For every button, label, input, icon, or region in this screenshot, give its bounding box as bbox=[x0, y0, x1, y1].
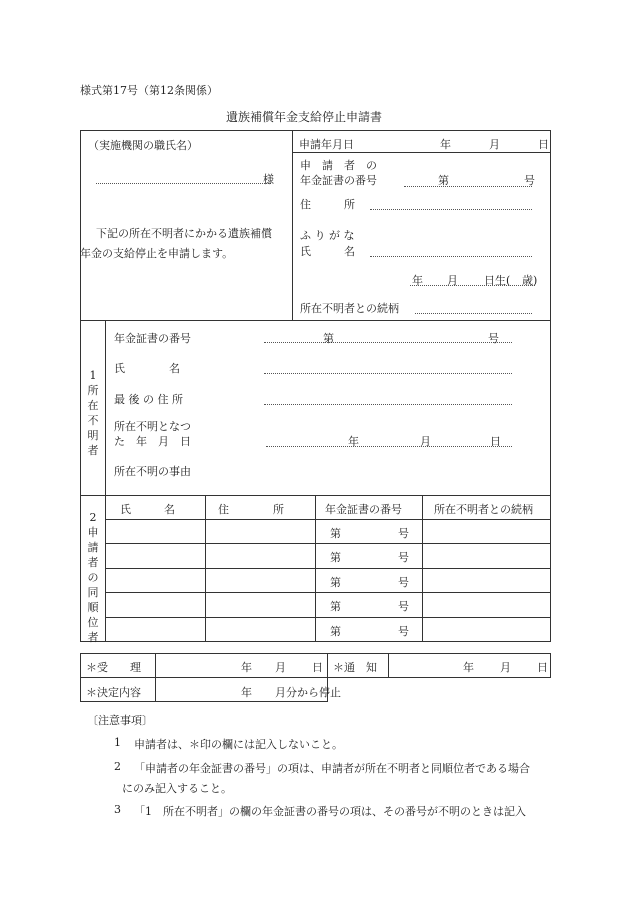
s1-cert-label: 年金証書の番号 bbox=[114, 332, 191, 345]
note-text: 「1 所在不明者」の欄の年金証書の番号の項は、その番号が不明のときは記入 bbox=[134, 805, 526, 818]
s1-cert-dai: 第 bbox=[323, 332, 334, 345]
notice-month: 月 bbox=[500, 661, 511, 674]
s1-missing-date-label-1: 所在不明となつ bbox=[114, 420, 191, 433]
form-number: 様式第17号（第12条関係） bbox=[80, 84, 218, 97]
applicant-no-go: 号 bbox=[524, 174, 535, 187]
address-field[interactable] bbox=[370, 209, 532, 210]
s2-col-name: 氏 名 bbox=[120, 503, 175, 516]
s1-missing-day: 日 bbox=[490, 435, 501, 448]
applicant-no-dai: 第 bbox=[438, 174, 449, 187]
decision-month: 月分から停止 bbox=[275, 686, 341, 699]
notes-heading: 〔注意事項〕 bbox=[87, 714, 153, 727]
s1-last-address-field[interactable] bbox=[264, 404, 512, 405]
s2-row-dai: 第 bbox=[330, 527, 341, 540]
notice-day: 日 bbox=[537, 661, 548, 674]
s2-row-dai: 第 bbox=[330, 576, 341, 589]
s1-reason-label: 所在不明の事由 bbox=[114, 465, 191, 478]
s2-row-go: 号 bbox=[398, 527, 409, 540]
receipt-label: ＊受 理 bbox=[86, 661, 141, 674]
section-1-heading: 1所在不明者 bbox=[87, 369, 99, 457]
birth-year: 年 bbox=[412, 274, 423, 287]
note-num: 1 bbox=[114, 736, 121, 749]
note-num: 2 bbox=[114, 760, 121, 773]
age: 歳) bbox=[522, 274, 538, 287]
receipt-month: 月 bbox=[275, 661, 286, 674]
s2-row-go: 号 bbox=[398, 551, 409, 564]
institution-label: （実施機関の職氏名） bbox=[88, 139, 198, 152]
s1-last-address-label: 最 後 の 住 所 bbox=[114, 393, 183, 406]
request-text-1: 下記の所在不明者にかかる遺族補償 bbox=[96, 227, 272, 240]
birth-day: 日生( bbox=[484, 274, 511, 287]
note-text: 申請者は、＊印の欄には記入しないこと。 bbox=[134, 738, 343, 751]
s2-row-go: 号 bbox=[398, 625, 409, 638]
s1-name-field[interactable] bbox=[264, 373, 512, 374]
relation-field[interactable] bbox=[415, 313, 532, 314]
receipt-day: 日 bbox=[312, 661, 323, 674]
decision-label: ＊決定内容 bbox=[86, 686, 141, 699]
date-year: 年 bbox=[440, 138, 451, 151]
note-text: 「申請者の年金証書の番号」の項は、申請者が所在不明者と同順位者である場合 bbox=[134, 762, 530, 775]
s1-missing-date-label-2: た 年 月 日 bbox=[114, 435, 191, 448]
name-label: 氏 名 bbox=[300, 245, 355, 258]
notice-label: ＊通 知 bbox=[333, 661, 377, 674]
s1-missing-month: 月 bbox=[420, 435, 431, 448]
applicant-no-field[interactable] bbox=[404, 186, 532, 187]
furigana-label: ふ り が な bbox=[300, 229, 355, 242]
date-label: 申請年月日 bbox=[299, 138, 354, 151]
sama-label: 様 bbox=[263, 173, 274, 186]
institution-field[interactable] bbox=[96, 183, 271, 184]
birth-date-field[interactable] bbox=[410, 285, 535, 286]
s2-row-dai: 第 bbox=[330, 551, 341, 564]
s1-missing-year: 年 bbox=[348, 435, 359, 448]
s1-missing-date-field[interactable] bbox=[266, 446, 512, 447]
s2-col-cert: 年金証書の番号 bbox=[325, 503, 402, 516]
s2-col-relation: 所在不明者との続柄 bbox=[434, 503, 533, 516]
s1-cert-go: 号 bbox=[488, 332, 499, 345]
page-title: 遺族補償年金支給停止申請書 bbox=[226, 110, 383, 124]
note-num: 3 bbox=[114, 803, 121, 816]
notice-year: 年 bbox=[463, 661, 474, 674]
s2-row-go: 号 bbox=[398, 600, 409, 613]
s2-row-go: 号 bbox=[398, 576, 409, 589]
section-2-heading: 2申請者の同順位者 bbox=[87, 511, 99, 644]
applicant-no-label-2: 年金証書の番号 bbox=[300, 174, 377, 187]
s2-row-dai: 第 bbox=[330, 625, 341, 638]
receipt-year: 年 bbox=[241, 661, 252, 674]
birth-month: 月 bbox=[447, 274, 458, 287]
decision-year: 年 bbox=[241, 686, 252, 699]
applicant-no-label-1: 申 請 者 の bbox=[300, 159, 377, 172]
s1-name-label: 氏 名 bbox=[114, 362, 180, 375]
date-day: 日 bbox=[538, 138, 549, 151]
relation-label: 所在不明者との続柄 bbox=[300, 302, 399, 315]
request-text-2: 年金の支給停止を申請します。 bbox=[80, 247, 234, 260]
address-label: 住 所 bbox=[300, 198, 355, 211]
note-text-cont: にのみ記入すること。 bbox=[122, 782, 232, 795]
date-month: 月 bbox=[489, 138, 500, 151]
name-field[interactable] bbox=[370, 256, 532, 257]
s1-cert-field[interactable] bbox=[264, 342, 512, 343]
s2-row-dai: 第 bbox=[330, 600, 341, 613]
s2-col-address: 住 所 bbox=[218, 503, 284, 516]
